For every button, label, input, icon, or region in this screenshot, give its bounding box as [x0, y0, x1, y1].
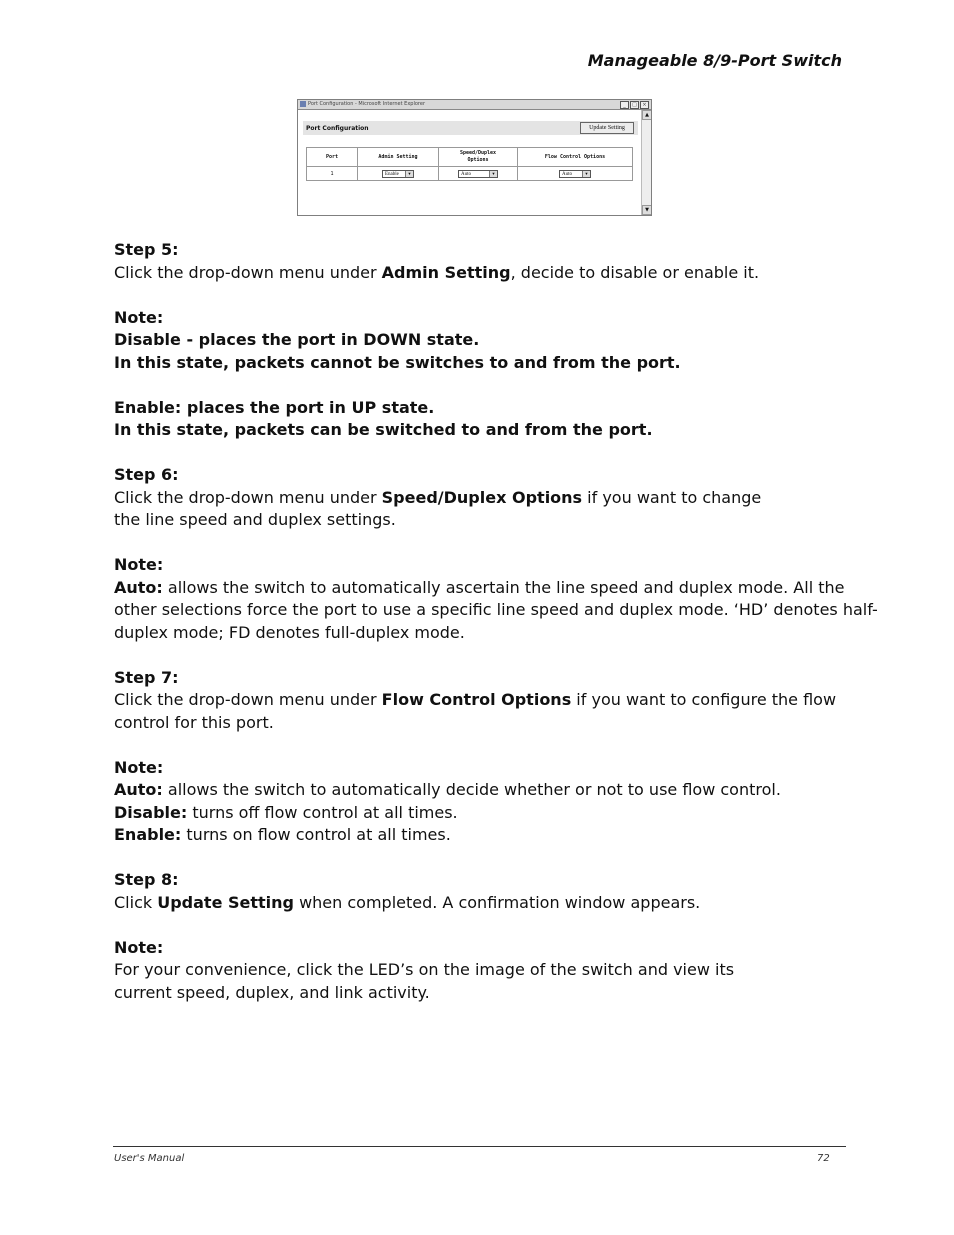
step-5-heading: Step 5: — [114, 240, 179, 259]
flow-control-select[interactable]: Auto ▼ — [559, 170, 591, 178]
scroll-up-icon[interactable]: ▲ — [642, 110, 652, 120]
chevron-down-icon[interactable]: ▼ — [582, 171, 590, 177]
update-setting-button[interactable]: Update Setting — [580, 122, 634, 134]
speed-duplex-select[interactable]: Auto ▼ — [458, 170, 498, 178]
note-heading: Note: — [114, 937, 164, 957]
chevron-down-icon[interactable]: ▼ — [489, 171, 497, 177]
port-config-table — [306, 147, 633, 181]
col-admin-setting: Admin Setting — [358, 148, 439, 167]
note-1: Note: Disable - places the port in DOWN state. In this state, packets cannot be switches to and from the port. — [114, 307, 681, 372]
page-number: 72 — [817, 1153, 830, 1164]
window-titlebar — [298, 100, 651, 110]
note-1-enable: Enable: places the port in UP state. In this state, packets can be switched to and from the port. — [114, 397, 653, 439]
chevron-down-icon[interactable]: ▼ — [405, 171, 413, 177]
table-header-row — [307, 148, 633, 167]
footer-divider — [113, 1146, 846, 1147]
step-8: Step 8: Click Update Setting when completed. A confirmation window appears. — [114, 870, 701, 912]
scroll-down-icon[interactable]: ▼ — [642, 205, 652, 215]
note-4: Note: For your convenience, click the LED’s on the image of the switch and view its current speed, duplex, and link activity. — [114, 937, 735, 1002]
note-3: Note: Auto: allows the switch to automatically decide whether or not to use flow control. Disable: turns off flow control at all times. Enable: turns on flow control at all times. — [114, 757, 781, 844]
step-7-heading: Step 7: — [114, 667, 179, 687]
col-flow-control: Flow Control Options — [518, 148, 633, 167]
admin-cell — [358, 167, 439, 181]
note-heading: Note: — [114, 307, 164, 327]
config-header-bar — [303, 121, 638, 135]
col-speed-duplex: Speed/Duplex Options — [439, 148, 518, 167]
step-6: Step 6: Click the drop-down menu under Speed/Duplex Options if you want to change the line speed and duplex settings. — [114, 465, 762, 529]
window-title: Port Configuration - Microsoft Internet Explorer — [308, 101, 425, 107]
footer-manual-label: User's Manual — [114, 1153, 185, 1164]
port-number: 1 — [307, 167, 358, 181]
speed-cell — [439, 167, 518, 181]
config-title: Port Configuration — [306, 125, 369, 132]
note-2: Note: Auto: allows the switch to automatically ascertain the line speed and duplex mode. All the other selections force the port to use a specific line speed and duplex mode. ‘HD’ denotes half-duplex mode; FD denotes full-duplex mode. — [114, 555, 878, 642]
page-header-title: Manageable 8/9-Port Switch — [587, 51, 842, 70]
maximize-icon[interactable]: □ — [630, 101, 639, 109]
vertical-scrollbar[interactable] — [641, 110, 651, 215]
browser-icon — [300, 101, 306, 107]
port-configuration-screenshot — [297, 99, 652, 216]
close-icon[interactable]: × — [640, 101, 649, 109]
col-port: Port — [307, 148, 358, 167]
main-content — [114, 239, 884, 1027]
step-7: Step 7: Click the drop-down menu under Flow Control Options if you want to configure the flow control for this port. — [114, 667, 837, 732]
step-8-heading: Step 8: — [114, 870, 179, 889]
minimize-icon[interactable]: _ — [620, 101, 629, 109]
note-heading: Note: — [114, 757, 164, 777]
flow-cell — [518, 167, 633, 181]
step-6-heading: Step 6: — [114, 465, 179, 484]
admin-setting-select[interactable]: Enable ▼ — [382, 170, 414, 178]
note-heading: Note: — [114, 555, 164, 574]
step-5: Step 5: Click the drop-down menu under Admin Setting, decide to disable or enable it. — [114, 240, 760, 282]
table-row — [307, 167, 633, 181]
